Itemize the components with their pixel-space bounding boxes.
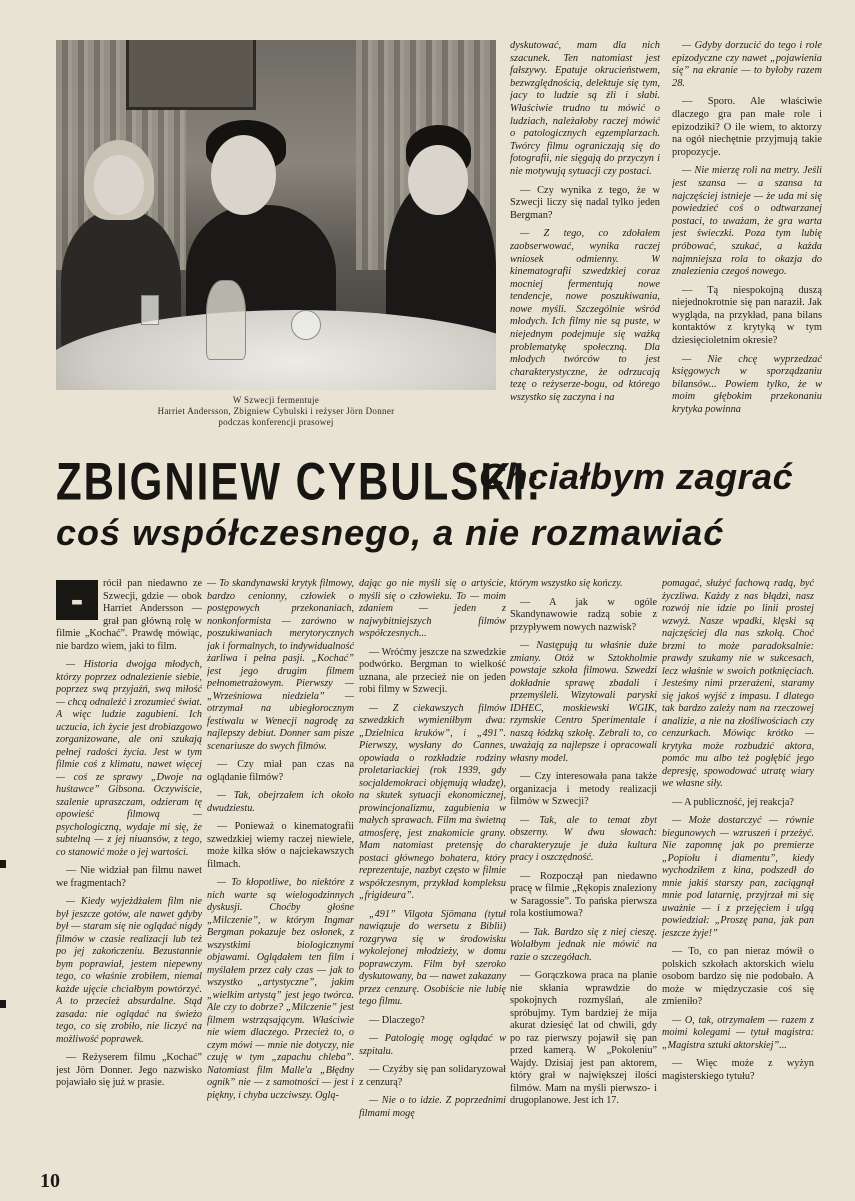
binding-mark [0, 860, 6, 868]
upper-column-2 [672, 40, 822, 426]
paragraph: — Historia dwojga młodych, którzy poprzez odnalezienie siebie, poprzez swą przyjaźń, swą miłość — chcą odnaleźć i zrozumieć świat. A więc ludzie zagubieni. Ich uczucia, ich życie jest drobiazgowo zorganizowane, ale oni szukają pełnej radości życia. Jest w tym filmie coś z klimatu, nawet więcej — coś ze sprawy „Dwoje na huśtawce” Gibsona. Oczywiście, szalenie upraszczam, odzieram tę opowieść filmową — psychologiczną, wydaje mi się, że subtelną — z jej niuansów, z tego, co stanowić może o jej wartości. [56, 659, 202, 858]
paragraph: — Kiedy wyjeżdżałem film nie był jeszcze gotów, ale nawet gdyby był — staram się nie oglądać nigdy filmów w czasie realizacji lub też po jej zakończeniu. Bezustannie bym poprawiał, jestem niepewny tego, co właśnie zrobiłem, niemal każde ujęcie chciałbym powtórzyć. A to przecież absurdalne. Stąd zasada: nie oglądać na świeżo tego, co się zrobiło, nie liczyć na możliwość poprawek. [56, 896, 202, 1045]
paragraph: — Tak, ale to temat zbyt obszerny. W dwu słowach: charakteryzuje je duża kultura pracy i oszczędność. [510, 814, 657, 863]
paragraph: — To skandynawski krytyk filmowy, bardzo cenionny, człowiek o postępowych przekonaniach, nonkonformista — zarówno w poszukiwaniach merytorycznych jak i formalnych, to indywidualność żarliwa i pełna pasji. „Kochać” jest jego drugim filmem pełnometrażowym. Pierwszy — „Wrześniowa niedziela” — otrzymał na ubiegłorocznym festiwalu w Wenecji nagrodę za najlepszy debiut. Donner sam pisze scenariusze do swych filmów. [207, 578, 354, 752]
paragraph: — Z tego, co zdołałem zaobserwować, wynika raczej wniosek odmienny. W kinematografii szwedzkiej coraz mocniej fermentują nowe tendencje, nowe poszukiwania, nowe myśli. Szczególnie wśród młodych. Ich filmy nie są puste, w niejednym podejmuje się ważką problematykę społeczną. Dla młodych twórców to jest charakterystyczne, że odrzucają tezę o reżyserze-bogu, od którego wszystko się zaczyna i na [510, 228, 660, 404]
paragraph: — Nie widział pan filmu nawet we fragmentach? [56, 865, 202, 889]
lead-paragraph [56, 578, 202, 661]
binding-mark [0, 1000, 6, 1008]
paragraph: — Nie mierzę roli na metry. Jeśli jest szansa — a szansa ta najczęściej istnieje — że uda mi się powiedzieć coś o odtwarzanej postaci, to uważam, że gra warta jest świeczki. Poza tym lubię próbować, szukać, a każda najmniejsza rola to okazja do znalezienia czegoś nowego. [672, 165, 822, 278]
paragraph: — To kłopotliwe, bo niektóre z nich warte są wielogodzinnych dyskusji. Choćby głośne „Milczenie”, w którym Ingmar Bergman pokazuje bez osłonek, z wszystkimi biologicznymi objawami. Oglądałem ten film i myślałem przez cały czas — jak to wszystko „artystyczne”, jakim „wielkim artystą” jest jego twórca. Ale czy to dobrze? „Milczenie” jest filmem wstrząsającym. Właściwie nie wiem dlaczego. Przecież to, o czym mówi — mnie nie dotyczy, nie czuję w tym „zapachu chleba”. Natomiast film Malle'a „Błędny ognik” nie — z samotności — jest i piękny, i chyba uczciwszy. Oglą- [207, 877, 354, 1101]
paragraph: — Wróćmy jeszcze na szwedzkie podwórko. Bergman to wielkość uznana, ale przecież nie on jeden robi filmy w Szwecji. [359, 646, 506, 695]
paragraph: — Gorączkowa praca na planie nie skłania wprawdzie do spokojnych rozmyślań, ale spróbujmy. Tym bardziej że mija akurat dziesięć lat od chwili, gdy po raz pierwszy pojawił się pan przed kamerą. W „Pokoleniu” Wajdy. Dzisiaj jest pan aktorem, który grał w największej ilości filmów. Mam na myśli pierwszo- i drugoplanowe. Jest ich 17. [510, 970, 657, 1106]
wall-picture [126, 40, 256, 110]
body-column-3 [359, 578, 506, 1133]
body-column-2 [207, 578, 354, 1133]
drop-cap: -W [56, 580, 98, 620]
paragraph: — A publiczność, jej reakcja? [672, 796, 794, 808]
paragraph: dając go nie myśli się o artyście, myśli się o człowieku. To — moim zdaniem — jeden z najwybitniejszych filmów współczesnych... [359, 578, 506, 639]
press-conference-photo [56, 40, 496, 390]
paragraph: — A jak w ogóle Skandynawowie radzą sobie z przypływem nowych nazwisk? [510, 596, 657, 633]
paragraph: — Ponieważ o kinematografii szwedzkiej wiemy raczej niewiele, może kilka słów o najciekawszych filmach. [207, 821, 354, 870]
paragraph: — Tak. Bardzo się z niej cieszę. Wolałbym jednak nie mówić na razie o szczegółach. [510, 926, 657, 963]
paragraph: dyskutować, mam dla nich szacunek. Ten natomiast jest fałszywy. Epatuje okrucieństwem, bezwzględnością, delektuje się tym, jacy to ludzie są źli i słabi. Właściwie trudno tu mówić o ludziach, należałoby raczej mówić o patologicznych egzemplarzach. Twórcy filmu ograniczają się do fotografii, nie sięgają do przyczyn i nie motywują sytuacji czy postaci. [510, 40, 660, 177]
paragraph: — Może dostarczyć — równie biegunowych — wzruszeń i przeżyć. Nie zapomnę jak po premierze „Popiołu i diamentu”, kiedy wychodziłem z kina, podszedł do mnie jakiś starszy pan, zaciągnął mnie pod latarnię, przyjrzał mi się uważnie — i z przejęciem i ulgą powiedział: „Proszę pana, jak pan jeszcze żyje!” [662, 815, 814, 939]
paragraph: — Patologię mogę oglądać w szpitalu. [359, 1033, 506, 1057]
headline-quote-line2: coś współczesnego, a nie rozmawiać [56, 512, 725, 553]
cup [291, 310, 321, 340]
paragraph: — Tą niespokojną duszą niejednokrotnie się pan naraził. Jak wygląda, na przykład, pana bilans kontaktów z krytyką w tym dziesięcioletnim okresie? [672, 284, 822, 347]
paragraph: „491” Vilgota Sjömana (tytuł nawiązuje do wersetu z Biblii) rozgrywa się w środowisku wykolejonej młodzieży, w domu poprawczym. Film był szeroko dyskutowany, ba — nawet zakazany przez cenzurę. Osobiście nie lubię tego filmu. [359, 908, 506, 1007]
caption-names: Harriet Andersson, Zbigniew Cybulski i reżyser Jörn Donner [157, 406, 395, 416]
person-left-face [94, 155, 144, 215]
glass [141, 295, 159, 325]
paragraph: — Z ciekawszych filmów szwedzkich wymieniłbym dwa: „Dzielnica kruków”, i „491”. Pierwszy, wysłany do Cannes, opowiada o rozkładzie rodziny proletariackiej (rok 1939, gdy socjaldemokraci objęmują władzę), na skutek sytuacji ekonomicznej, prowincjonalizmu, zagubienia w małych sprawach. Film ma świetną atmosferę, jest znakomicie grany. Mam natomiast pretensję do postaci głównego bohatera, który reprezentuje, nazbyt często w filmie współczesnym, przykład kompleksu „frigideura”. [359, 702, 506, 901]
paragraph: — Czyżby się pan solidaryzował z cenzurą? [359, 1064, 506, 1088]
paragraph: — Rozpoczął pan niedawno pracę w filmie „Rękopis znaleziony w Saragossie”. To pańska pierwsza rola kostiumowa? [510, 870, 657, 919]
paragraph: — Nie chcę wyprzedzać księgowych w sporządzaniu bilansów... Powiem tylko, że w moim głębokim przekonaniu krytyka powinna [672, 353, 822, 416]
person-center-face [211, 135, 276, 215]
person-right-face [408, 145, 468, 215]
paragraph: — Czy interesowała pana także organizacja i metody realizacji filmów w Szwecji? [510, 771, 657, 807]
body-column-1 [56, 578, 202, 1133]
lead-text: rócił pan niedawno ze Szwecji, gdzie — obok Harriet Andersson — grał pan główną rolę w filmie „Kochać”. Prawdę mówiąc, nie bardzo wiem, jaki to film. [56, 578, 202, 652]
headline-quote-line1: - Chciałbym zagrać [456, 456, 794, 497]
paragraph: — Gdyby dorzucić do tego i role epizodyczne czy nawet „pojawienia się” na ekranie — to byłoby razem 28. [672, 40, 822, 89]
flower-vase [206, 280, 246, 360]
paragraph: — Czy miał pan czas na oglądanie filmów? [207, 759, 354, 783]
paragraph: — To, co pan nieraz mówił o polskich szkołach aktorskich wielu osobom bardzo się nie podobało. A może w międzyczasie coś się zmieniło? [662, 946, 814, 1007]
paragraph: — Dlaczego? [369, 1014, 425, 1026]
paragraph: — Następują tu właśnie duże zmiany. Otóż w Sztokholmie powstaje szkoła filmowa. Szwedzi dokładnie sprawę zbadali i przemyśleli. Wizytowali paryski IDHEC, moskiewski WGIK, rzymskie Centro Sperimentale i naszą łódzką szkołę. Zebrali to, co uważają za najlepsze i opracowali własny model. [510, 640, 657, 764]
upper-column-1 [510, 40, 660, 426]
paragraph: pomagać, służyć fachową radą, być życzliwa. Każdy z nas błądzi, nasz rozwój nie idzie po linii prostej wzwyż. Nasze wpadki, klęski są najczęściej dla nas szkołą. Choć brzmi to może paradoksalnie: prawdy szukamy nie w sukcesach, lecz właśnie w swoich potknięciach. Jesteśmy nimi przerażeni, staramy się jakoś wyjść z impasu. I dlatego tak bardzo zależy nam na rzeczowej analizie, a nie na złośliwościach czy cenzurkach. Mówiąc krótko — krytyka może rozbudzić aktora, pomóc mu albo też pogłębić jego depresję, spowodować utratę wiary we własne siły. [662, 578, 814, 789]
body-column-4 [510, 578, 657, 1133]
paragraph: którym wszystko się kończy. [510, 578, 623, 589]
caption-title: W Szwecji fermentuje [232, 395, 320, 405]
paragraph: — Tak, obejrzałem ich około dwudziestu. [207, 790, 354, 814]
photo-caption [56, 395, 496, 428]
page-number: 10 [40, 1170, 60, 1192]
paragraph: — Więc może z wyżyn magisterskiego tytułu? [662, 1058, 814, 1082]
paragraph: — Sporo. Ale właściwie dlaczego gra pan małe role i epizodziki? O ile wiem, to aktorzy na ogół niechętnie przyjmują takie propozycje. [672, 96, 822, 158]
paragraph: — O, tak, otrzymałem — razem z moimi kolegami — tytuł magistra: „Magistra sztuki aktorskiej”... [662, 1014, 814, 1051]
paragraph: — Reżyserem filmu „Kochać” jest Jörn Donner. Jego nazwisko pojawiało się już w prasie. [56, 1052, 202, 1088]
paragraph: — Nie o to idzie. Z poprzednimi filmami mogę [359, 1095, 506, 1119]
paragraph: — Czy wynika z tego, że w Szwecji liczy się nadal tylko jeden Bergman? [510, 184, 660, 221]
headline-name: ZBIGNIEW CYBULSKI: [56, 452, 543, 511]
caption-occasion: podczas konferencji prasowej [218, 417, 334, 427]
body-column-5 [662, 578, 814, 1133]
